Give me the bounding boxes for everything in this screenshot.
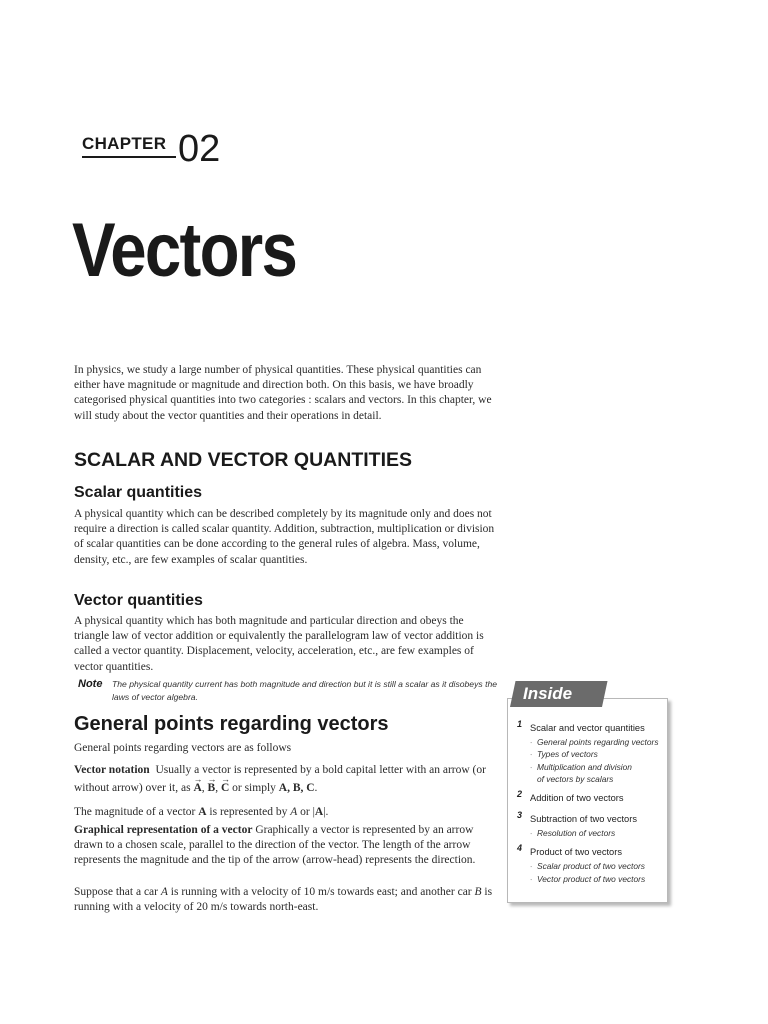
inside-sublist	[530, 736, 667, 785]
vector-c-symbol: → C	[221, 779, 229, 797]
scalar-paragraph: A physical quantity which can be described completely by its magnitude only and does not require a direction is called scalar quantity. Addition, subtraction, multiplication or division of scalar quantities can be done according to the general rules of algebra. Mass, volume, density, etc., are few examples of scalar quantities.	[74, 508, 495, 566]
car-text: Suppose that a car	[74, 886, 161, 898]
inside-item-number: 2	[517, 789, 523, 800]
vector-a-symbol: → A	[193, 779, 201, 797]
vector-simple-notation: A, B, C	[278, 782, 315, 794]
general-lead: General points regarding vectors are as follows	[74, 742, 292, 754]
inside-subitem: ∙ Multiplication and division	[537, 761, 667, 773]
inside-item-label: Subtraction of two vectors	[530, 814, 637, 825]
inside-item-number: 3	[517, 810, 523, 821]
vector-notation-text-2: or simply	[229, 782, 279, 794]
inside-contents-list	[508, 699, 667, 885]
chapter-underline	[82, 156, 176, 158]
car-a: A	[160, 886, 168, 898]
inside-item-number: 1	[517, 719, 523, 729]
car-example-paragraph	[74, 885, 496, 915]
chapter-number: 02	[178, 128, 221, 170]
inside-sublist	[530, 827, 667, 839]
magnitude-text-4: |.	[323, 806, 329, 818]
inside-item	[517, 842, 667, 885]
magnitude-text: The magnitude of a vector	[74, 806, 199, 818]
inside-panel	[507, 698, 668, 903]
magnitude-text-2: is represented by	[206, 806, 291, 818]
magnitude-bold-a-2: A	[314, 806, 324, 818]
vector-notation-end: .	[314, 782, 318, 794]
car-text-2: is running with a velocity of 10 m/s towards east; and another car	[167, 886, 475, 898]
inside-subitem: ∙ Scalar product of two vectors	[537, 860, 667, 872]
inside-subitem: ∙ Vector product of two vectors	[537, 873, 667, 885]
magnitude-italic-a: A	[290, 806, 298, 818]
inside-sublist	[530, 860, 667, 885]
inside-item	[517, 809, 667, 839]
car-b: B	[474, 886, 482, 898]
graphical-representation-label: Graphical representation of a vector	[74, 824, 253, 836]
inside-item-number: 4	[517, 843, 523, 854]
inside-item	[517, 718, 667, 785]
vector-paragraph: A physical quantity which has both magnitude and particular direction and obeys the triangle law of vector addition or equivalently the parallelogram law of vector addition is called a vector quantity. Displacement, velocity, acceleration, etc., are few examples of vector quantities.	[74, 615, 484, 673]
inside-tab-label: Inside	[523, 684, 573, 703]
subheading-scalar: Scalar quantities	[74, 484, 203, 501]
chapter-label: CHAPTER	[82, 134, 167, 153]
inside-subitem: ∙ Types of vectors	[537, 748, 667, 760]
vector-notation-paragraph	[74, 761, 496, 797]
inside-subitem: ∙ General points regarding vectors	[537, 736, 667, 748]
inside-subitem: of vectors by scalars	[537, 773, 614, 784]
graphical-representation-text: Graphically a vector is represented by an arrow drawn to a chosen scale, parallel to the direction of the vector. The length of the arrow represents the magnitude and the tip of the arrow (arrow-head) represents the direction.	[74, 824, 476, 867]
note-label: Note	[78, 678, 103, 690]
vector-notation-text: Usually a vector is represented by a bold capital letter with an arrow (or without arrow) over it, as	[74, 764, 486, 794]
magnitude-text-3: or |	[297, 806, 315, 818]
note-text: The physical quantity current has both magnitude and direction but it is still a scalar as it disobeys the laws of vector algebra.	[112, 679, 498, 702]
magnitude-paragraph	[74, 805, 496, 820]
page-title: Vectors	[72, 208, 297, 293]
car-text-3: is running with a velocity of 20 m/s towards north-east.	[74, 886, 493, 914]
vector-separator: ,	[215, 782, 221, 794]
subheading-vector: Vector quantities	[74, 592, 203, 609]
inside-item	[517, 788, 667, 806]
vector-separator: ,	[201, 782, 208, 794]
intro-paragraph: In physics, we study a large number of physical quantities. These physical quantities can either have magnitude or magnitude and direction both. On this basis, we have broadly categorised physical quantities into two categories : scalars and vectors. In this chapter, we will study about the vector quantities and their operations in detail.	[74, 364, 492, 422]
inside-item-label: Addition of two vectors	[530, 793, 624, 804]
inside-item-label: Product of two vectors	[530, 847, 622, 858]
magnitude-bold-a: A	[198, 806, 207, 818]
section-heading-scalar-vector: SCALAR AND VECTOR QUANTITIES	[74, 449, 413, 471]
graphical-representation-paragraph	[74, 823, 496, 869]
vector-notation-label: Vector notation	[74, 764, 150, 776]
note-box	[78, 678, 498, 703]
inside-subitem: ∙ Resolution of vectors	[537, 827, 667, 839]
vector-b-symbol: → B	[208, 779, 216, 797]
inside-item-label: Scalar and vector quantities	[530, 723, 645, 733]
section-heading-general-points: General points regarding vectors	[74, 713, 389, 735]
